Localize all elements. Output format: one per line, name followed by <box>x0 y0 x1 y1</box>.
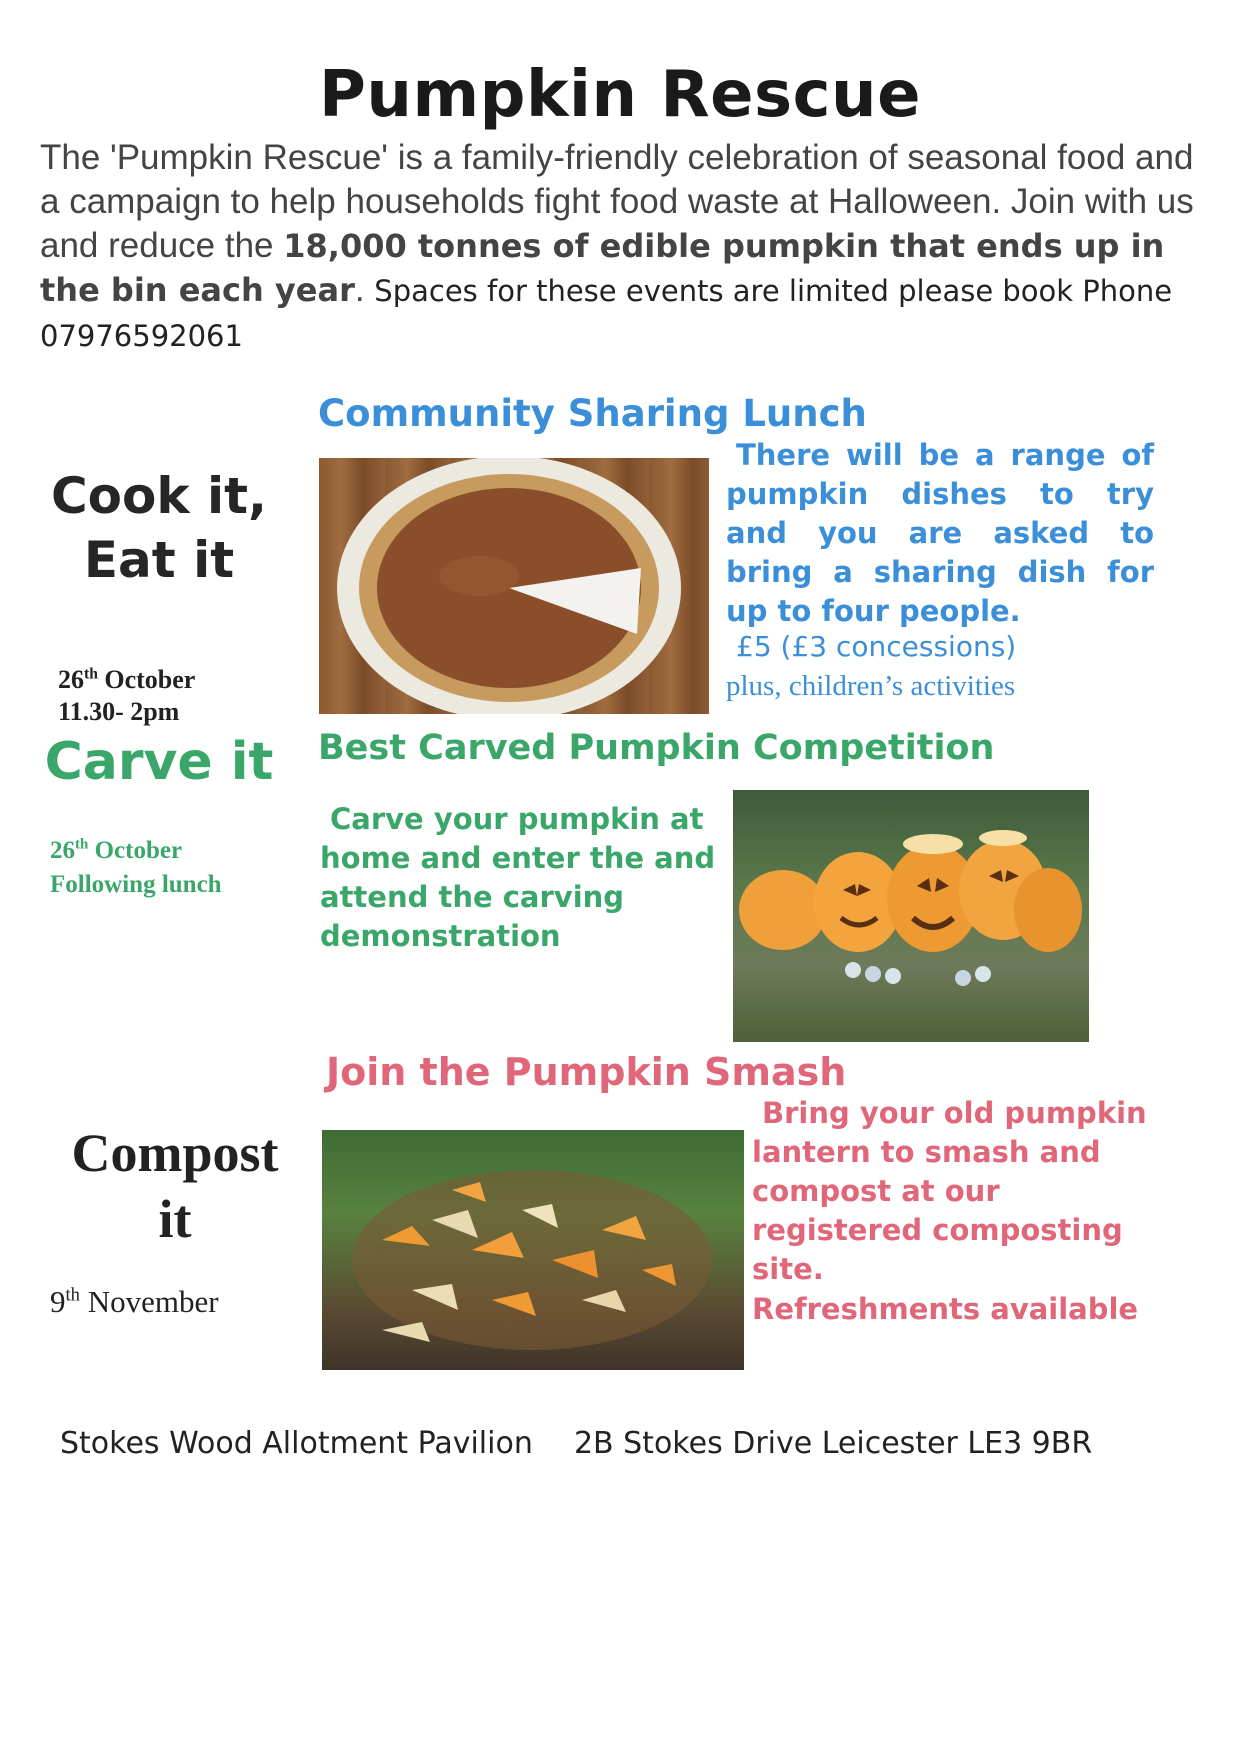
intro-paragraph <box>40 136 1210 358</box>
carve-date-month: October <box>88 837 183 864</box>
compost-date-day: 9 <box>50 1284 66 1319</box>
pumpkin-pie-icon <box>319 458 709 714</box>
venue-name: Stokes Wood Allotment Pavilion <box>60 1426 533 1461</box>
intro-highlight: 18,000 tonnes of edible pumpkin that ends up in the bin each year <box>40 227 1165 309</box>
cook-extra: plus, children’s activities <box>726 670 1016 702</box>
carve-date-suffix: th <box>75 836 89 853</box>
compost-date-month: November <box>79 1284 219 1319</box>
compost-description: Bring your old pumpkin lantern to smash and compost at our registered composting site. <box>752 1096 1147 1286</box>
compost-date-suffix: th <box>65 1284 80 1306</box>
compost-side-title <box>40 1120 310 1252</box>
smashed-pumpkins-photo <box>322 1130 744 1370</box>
carve-side-title: Carve it <box>44 732 274 792</box>
cook-time: 11.30- 2pm <box>58 697 180 726</box>
intro-text-2: . <box>354 270 375 309</box>
cook-date-month: October <box>97 665 196 694</box>
carved-pumpkins-icon <box>733 790 1089 1042</box>
venue-address: 2B Stokes Drive Leicester LE3 9BR <box>573 1426 1093 1461</box>
compost-title-line1: Compost <box>71 1123 279 1183</box>
compost-date <box>50 1284 219 1320</box>
pumpkin-pie-photo <box>319 458 709 714</box>
venue-line <box>60 1426 1092 1461</box>
cook-side-title <box>40 464 278 592</box>
smashed-pumpkins-icon <box>322 1130 744 1370</box>
carved-pumpkins-photo <box>733 790 1089 1042</box>
compost-heading: Join the Pumpkin Smash <box>326 1050 847 1094</box>
cook-date <box>58 664 195 728</box>
compost-title-line2: it <box>158 1189 192 1249</box>
carve-date-line2: Following lunch <box>50 871 222 898</box>
page-title: Pumpkin Rescue <box>319 58 921 132</box>
cook-title-line1: Cook it, <box>50 467 268 525</box>
carve-date <box>50 834 222 902</box>
booking-info: Spaces for these events are limited please book Phone 07976592061 <box>40 274 1173 353</box>
cook-description: There will be a range of pumpkin dishes to try and you are asked to bring a sharing dish for up to four people. <box>726 438 1154 628</box>
cook-date-day: 26 <box>58 665 84 694</box>
intro-text: The 'Pumpkin Rescue' is a family-friendly celebration of seasonal food and a campaign to help households fight food waste at Halloween. Join with us and reduce the <box>40 138 1194 265</box>
carve-description: Carve your pumpkin at home and enter the and attend the carving demonstration <box>320 802 716 953</box>
cook-price: £5 (£3 concessions) <box>736 630 1017 663</box>
cook-heading: Community Sharing Lunch <box>318 392 867 435</box>
carve-heading: Best Carved Pumpkin Competition <box>318 728 995 768</box>
carve-date-day: 26 <box>50 837 75 864</box>
cook-title-line2: Eat it <box>83 531 235 589</box>
cook-date-suffix: th <box>84 665 98 683</box>
compost-extra: Refreshments available <box>752 1292 1139 1326</box>
